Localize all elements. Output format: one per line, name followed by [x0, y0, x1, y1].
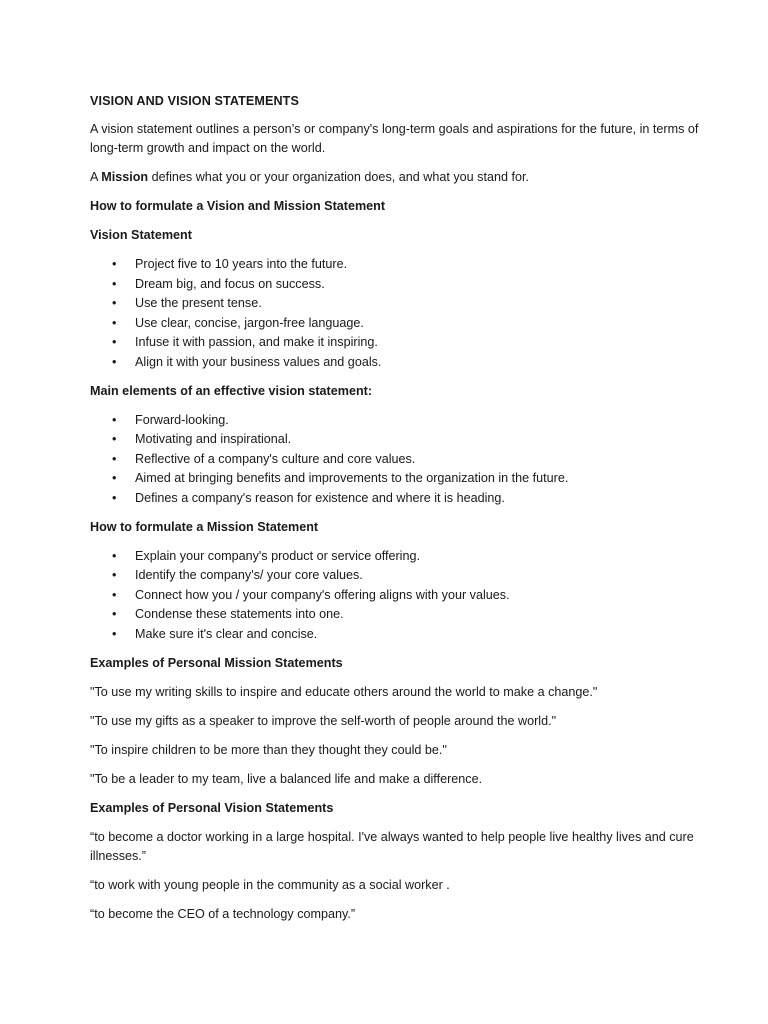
- bullet-icon: •: [112, 451, 117, 466]
- list-item: [90, 489, 708, 509]
- mission-def-prefix: A: [90, 170, 102, 184]
- list-item: [90, 566, 708, 586]
- bullet-icon: •: [112, 276, 117, 291]
- list-item: [90, 605, 708, 625]
- vision-statement-heading: Vision Statement: [90, 228, 192, 242]
- mission-definition: [90, 168, 708, 188]
- list-item-text: Defines a company's reason for existence and where it is heading.: [135, 490, 505, 505]
- list-item: [90, 255, 708, 275]
- list-item: [90, 333, 708, 353]
- list-item-text: Identify the company's/ your core values.: [135, 568, 363, 582]
- list-item: [90, 294, 708, 314]
- list-item-text: Explain your company's product or service offering.: [135, 548, 420, 563]
- list-item-text: Project five to 10 years into the future.: [135, 257, 348, 271]
- personal-mission-examples-heading: Examples of Personal Mission Statements: [90, 655, 343, 670]
- list-item: [90, 411, 708, 431]
- mission-howto-heading: How to formulate a Mission Statement: [90, 519, 319, 534]
- list-item: [90, 314, 708, 334]
- bullet-icon: •: [112, 432, 117, 446]
- bullet-icon: •: [112, 471, 117, 485]
- mission-example-quote: "To be a leader to my team, live a balanced life and make a difference.: [90, 771, 483, 786]
- bullet-icon: •: [112, 626, 117, 641]
- how-to-formulate-heading: How to formulate a Vision and Mission Statement: [90, 199, 386, 213]
- main-elements-list: [90, 411, 708, 509]
- list-item-text: Make sure it's clear and concise.: [135, 626, 318, 641]
- list-item-text: Aimed at bringing benefits and improvements to the organization in the future.: [135, 471, 569, 485]
- main-elements-heading: Main elements of an effective vision statement:: [90, 383, 373, 398]
- list-item-text: Motivating and inspirational.: [135, 432, 292, 446]
- bullet-icon: •: [112, 412, 117, 427]
- vision-statement-list: [90, 255, 708, 372]
- list-item: [90, 547, 708, 567]
- bullet-icon: •: [112, 296, 117, 310]
- bullet-icon: •: [112, 490, 117, 505]
- list-item-text: Infuse it with passion, and make it inspiring.: [135, 335, 378, 349]
- list-item-text: Use clear, concise, jargon-free language.: [135, 315, 364, 330]
- list-item: [90, 430, 708, 450]
- list-item: [90, 625, 708, 645]
- list-item-text: Forward-looking.: [135, 412, 229, 427]
- mission-example-quote: "To inspire children to be more than they thought they could be.": [90, 742, 447, 757]
- list-item: [90, 469, 708, 489]
- list-item: [90, 586, 708, 606]
- list-item-text: Connect how you / your company's offering aligns with your values.: [135, 587, 510, 602]
- intro-paragraph: A vision statement outlines a person’s or company's long-term goals and aspirations for the future, in terms of long-term growth and impact on the world.: [90, 121, 699, 155]
- list-item-text: Align it with your business values and goals.: [135, 354, 382, 369]
- vision-example-quote: “to become the CEO of a technology company.”: [90, 907, 356, 921]
- list-item-text: Use the present tense.: [135, 296, 262, 310]
- list-item: [90, 450, 708, 470]
- list-item: [90, 275, 708, 295]
- bullet-icon: •: [112, 354, 117, 369]
- list-item: [90, 353, 708, 373]
- bullet-icon: •: [112, 257, 117, 271]
- mission-def-bold-word: Mission: [101, 170, 149, 184]
- list-item-text: Reflective of a company's culture and core values.: [135, 451, 416, 466]
- bullet-icon: •: [112, 587, 117, 602]
- mission-def-suffix: defines what you or your organization does, and what you stand for.: [148, 170, 529, 184]
- bullet-icon: •: [112, 607, 117, 621]
- bullet-icon: •: [112, 315, 117, 330]
- vision-example-quote: “to become a doctor working in a large hospital. I've always wanted to help people live healthy lives and cure illnesses.”: [90, 829, 694, 863]
- mission-howto-list: [90, 547, 708, 645]
- bullet-icon: •: [112, 548, 117, 563]
- personal-vision-examples-heading: Examples of Personal Vision Statements: [90, 800, 334, 815]
- mission-example-quote: "To use my writing skills to inspire and educate others around the world to make a change.": [90, 684, 598, 699]
- bullet-icon: •: [112, 568, 117, 582]
- list-item-text: Condense these statements into one.: [135, 607, 344, 621]
- mission-example-quote: "To use my gifts as a speaker to improve the self-worth of people around the world.": [90, 713, 557, 728]
- document-title: VISION AND VISION STATEMENTS: [90, 94, 299, 108]
- vision-example-quote: “to work with young people in the community as a social worker .: [90, 878, 450, 892]
- list-item-text: Dream big, and focus on success.: [135, 276, 325, 291]
- bullet-icon: •: [112, 335, 117, 349]
